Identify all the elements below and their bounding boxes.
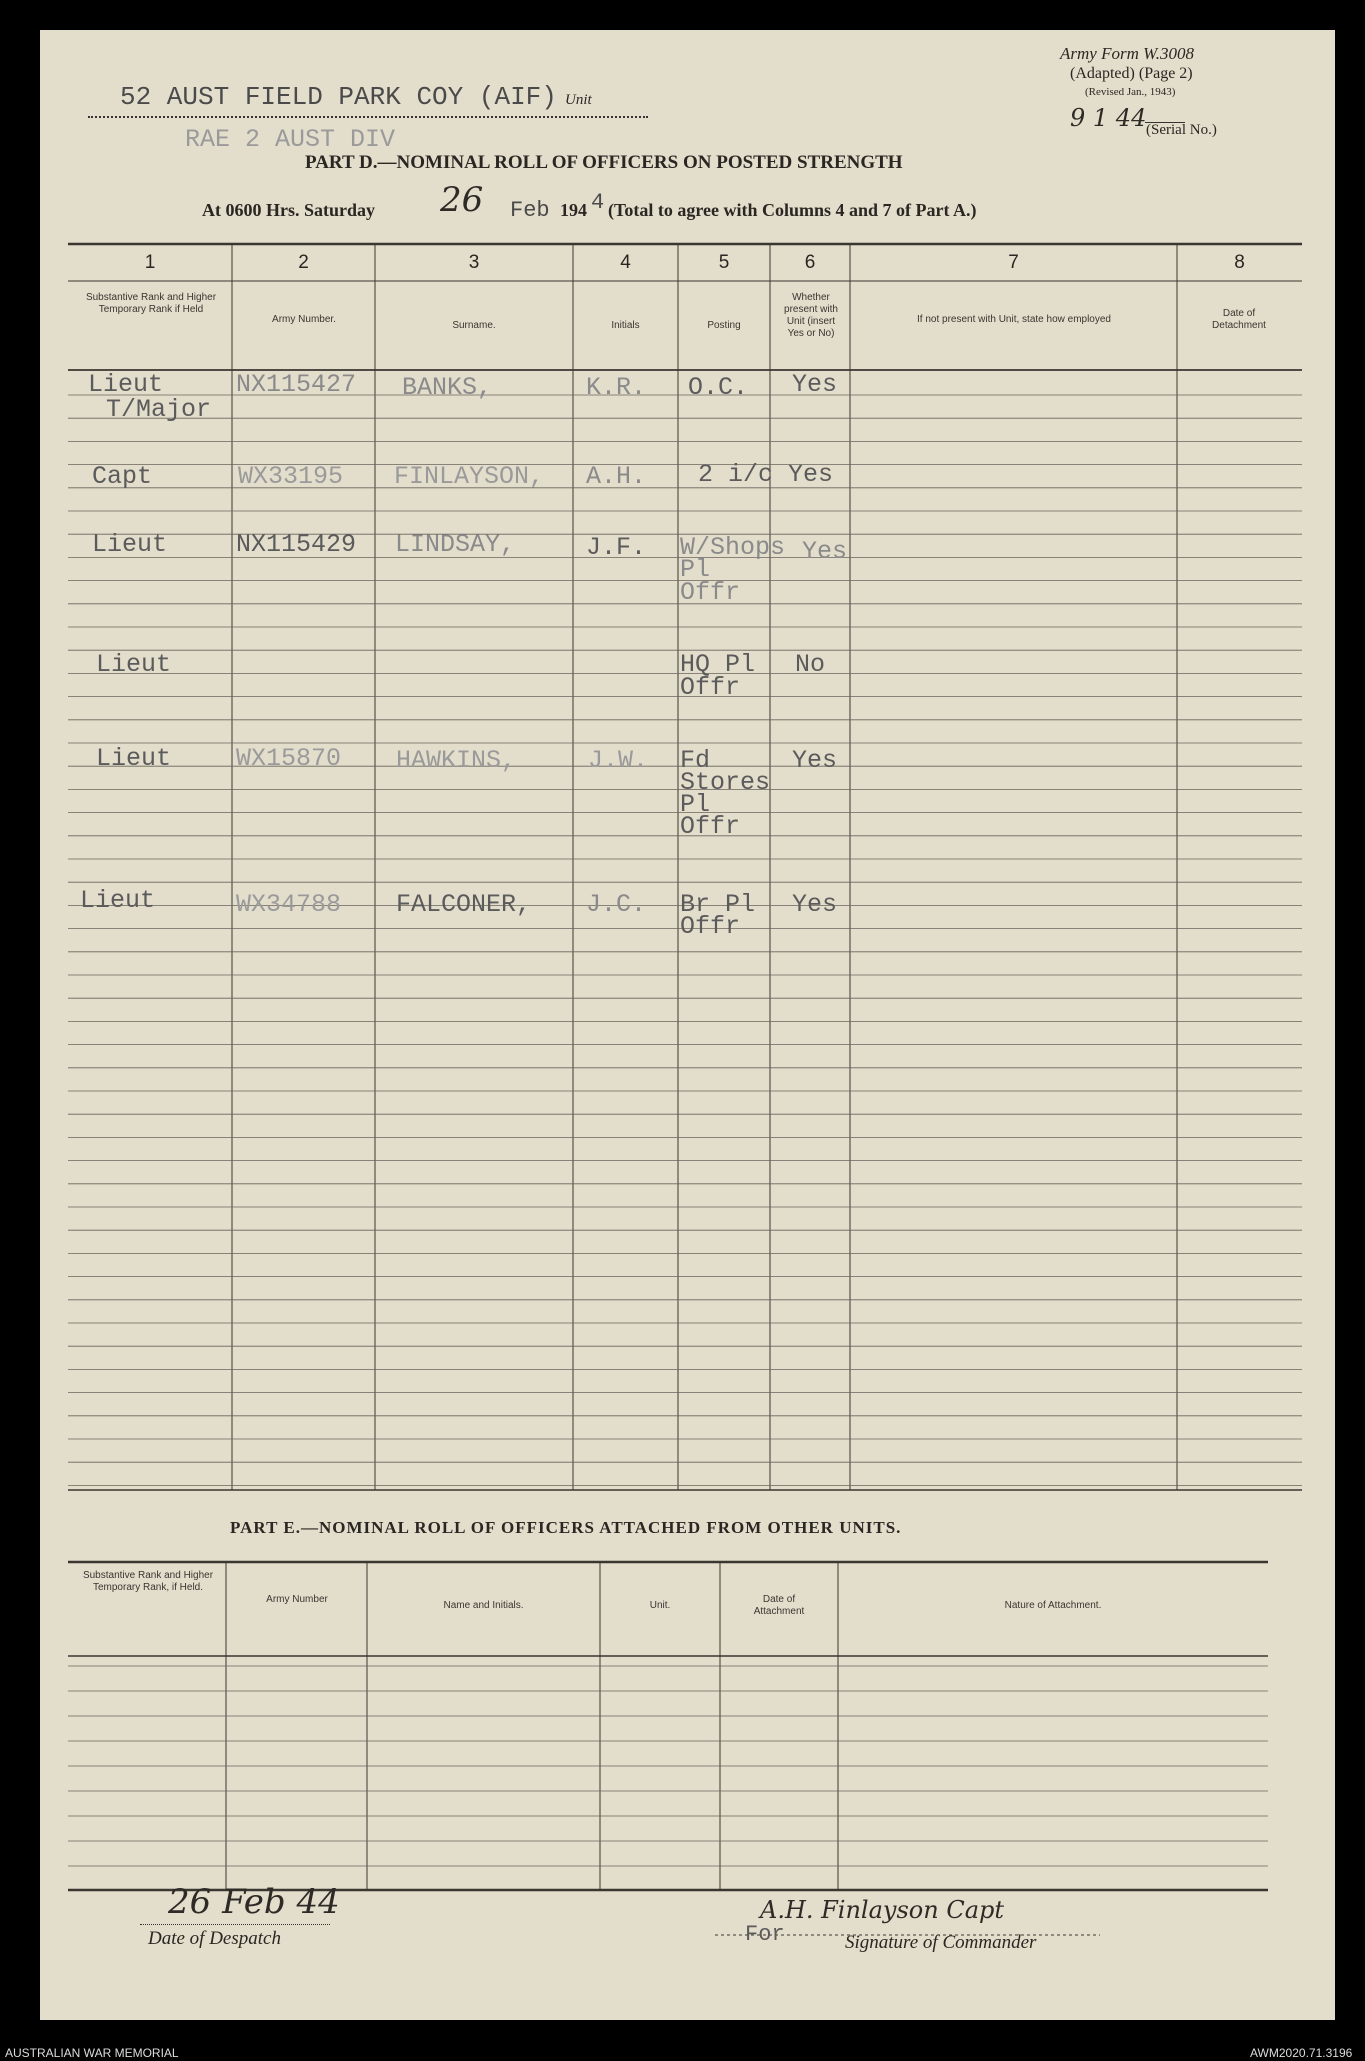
at-month: Feb (510, 198, 550, 223)
header-how-employed: If not present with Unit, state how employed (917, 314, 1111, 325)
unit-subtitle: RAE 2 AUST DIV (185, 125, 396, 154)
rank-cell: Capt (92, 462, 153, 491)
header-date-detachment: Date of Detachment (1212, 308, 1266, 331)
army-number-cell: WX33195 (238, 462, 344, 491)
part-e-title: PART E.—NOMINAL ROLL OF OFFICERS ATTACHED FROM OTHER UNITS. (230, 1518, 902, 1537)
e-header-unit: Unit. (649, 1600, 671, 1611)
initials-cell: J.F. (586, 533, 647, 562)
present-cell: Yes (792, 746, 838, 775)
army-number-cell: WX15870 (236, 744, 342, 773)
army-form-number: Army Form W.3008 (1060, 44, 1194, 63)
rank-cell: Lieut (96, 744, 172, 773)
at-suffix: (Total to agree with Columns 4 and 7 of Part A.) (608, 200, 977, 220)
rank-cell: Lieut (88, 370, 164, 399)
serial-label: (Serial No.) (1146, 122, 1217, 138)
unit-value: 52 AUST FIELD PARK COY (AIF) (120, 82, 557, 112)
initials-cell: J.C. (586, 890, 647, 919)
serial-value: 9 1 44 (1070, 104, 1147, 132)
posting-cell: Fd (680, 746, 711, 775)
signature: A.H. Finlayson Capt (760, 1896, 1005, 1924)
at-day: 26 (440, 180, 484, 220)
at-year: 194 (560, 200, 587, 220)
e-header-name-initials: Name and Initials. (443, 1600, 524, 1611)
surname-cell: BANKS, (402, 373, 493, 402)
posting-cell: Pl (680, 555, 711, 584)
surname-cell: LINDSAY, (395, 530, 516, 559)
posting-cell: Offr (680, 578, 741, 607)
army-number-cell: WX34788 (236, 890, 342, 919)
header-army-number: Army Number. (272, 314, 336, 325)
signature-label: Signature of Commander (845, 1932, 1037, 1953)
caption-left: AUSTRALIAN WAR MEMORIAL (5, 2046, 179, 2060)
header-surname: Surname. (452, 320, 496, 331)
rank-cell: Lieut (96, 650, 172, 679)
present-cell: Yes (792, 370, 838, 399)
e-header-rank: Substantive Rank and Higher Temporary Rank, if Held. (82, 1570, 214, 1593)
surname-cell: HAWKINS, (396, 746, 517, 775)
e-header-date-attachment: Date of Attachment (753, 1594, 805, 1617)
form-adapted: (Adapted) (Page 2) (1070, 65, 1193, 82)
posting-cell: Offr (680, 812, 741, 841)
form-revised: (Revised Jan., 1943) (1085, 86, 1176, 98)
posting-cell: 2 i/c (698, 460, 774, 489)
e-header-nature-attachment: Nature of Attachment. (1004, 1600, 1102, 1611)
posting-cell: W/Shops (680, 533, 786, 562)
army-number-cell: NX115429 (236, 530, 357, 559)
present-cell: Yes (792, 890, 838, 919)
at-prefix: At 0600 Hrs. Saturday (202, 200, 376, 220)
part-d-title: PART D.—NOMINAL ROLL OF OFFICERS ON POSTED STRENGTH (305, 152, 903, 173)
header-posting: Posting (707, 320, 741, 331)
army-number-cell: NX115427 (236, 370, 357, 399)
posting-cell: Offr (680, 912, 741, 941)
initials-cell: A.H. (586, 462, 647, 491)
posting-cell: Pl (680, 790, 711, 819)
unit-label: Unit (565, 92, 592, 108)
posting-cell: Offr (680, 673, 741, 702)
col-number-8: 8 (1234, 252, 1245, 273)
col-number-1: 1 (144, 252, 156, 273)
header-initials: Initials (611, 320, 640, 331)
posting-cell: Stores (680, 768, 771, 797)
col-number-6: 6 (804, 252, 816, 273)
e-header-army-number: Army Number (266, 1594, 328, 1605)
despatch-value: 26 Feb 44 (168, 1882, 340, 1922)
col-number-7: 7 (1008, 252, 1019, 273)
header-rank: Substantive Rank and Higher Temporary Rank if Held (85, 292, 217, 315)
present-cell: Yes (802, 537, 848, 566)
surname-cell: FINLAYSON, (394, 462, 545, 491)
rank2-cell: T/Major (106, 395, 212, 424)
col-number-3: 3 (468, 252, 480, 273)
for-label: For (745, 1922, 785, 1947)
present-cell: No (795, 650, 826, 679)
posting-cell: Br Pl (680, 890, 756, 919)
posting-cell: O.C. (688, 373, 749, 402)
rank-cell: Lieut (80, 886, 156, 915)
surname-cell: FALCONER, (396, 890, 532, 919)
at-year-suffix: 4 (591, 190, 605, 215)
rank-cell: Lieut (92, 530, 168, 559)
form-sheet (40, 30, 1335, 2020)
initials-cell: K.R. (586, 373, 647, 402)
col-number-4: 4 (620, 252, 631, 273)
caption-right: AWM2020.71.3196 (1250, 2046, 1353, 2060)
present-cell: Yes (788, 460, 834, 489)
posting-cell: HQ Pl (680, 650, 756, 679)
col-number-2: 2 (298, 252, 309, 273)
initials-cell: J.W. (588, 746, 649, 775)
header-present: Whether present with Unit (insert Yes or No) (784, 292, 838, 339)
despatch-label: Date of Despatch (148, 1928, 281, 1949)
col-number-5: 5 (718, 252, 730, 273)
